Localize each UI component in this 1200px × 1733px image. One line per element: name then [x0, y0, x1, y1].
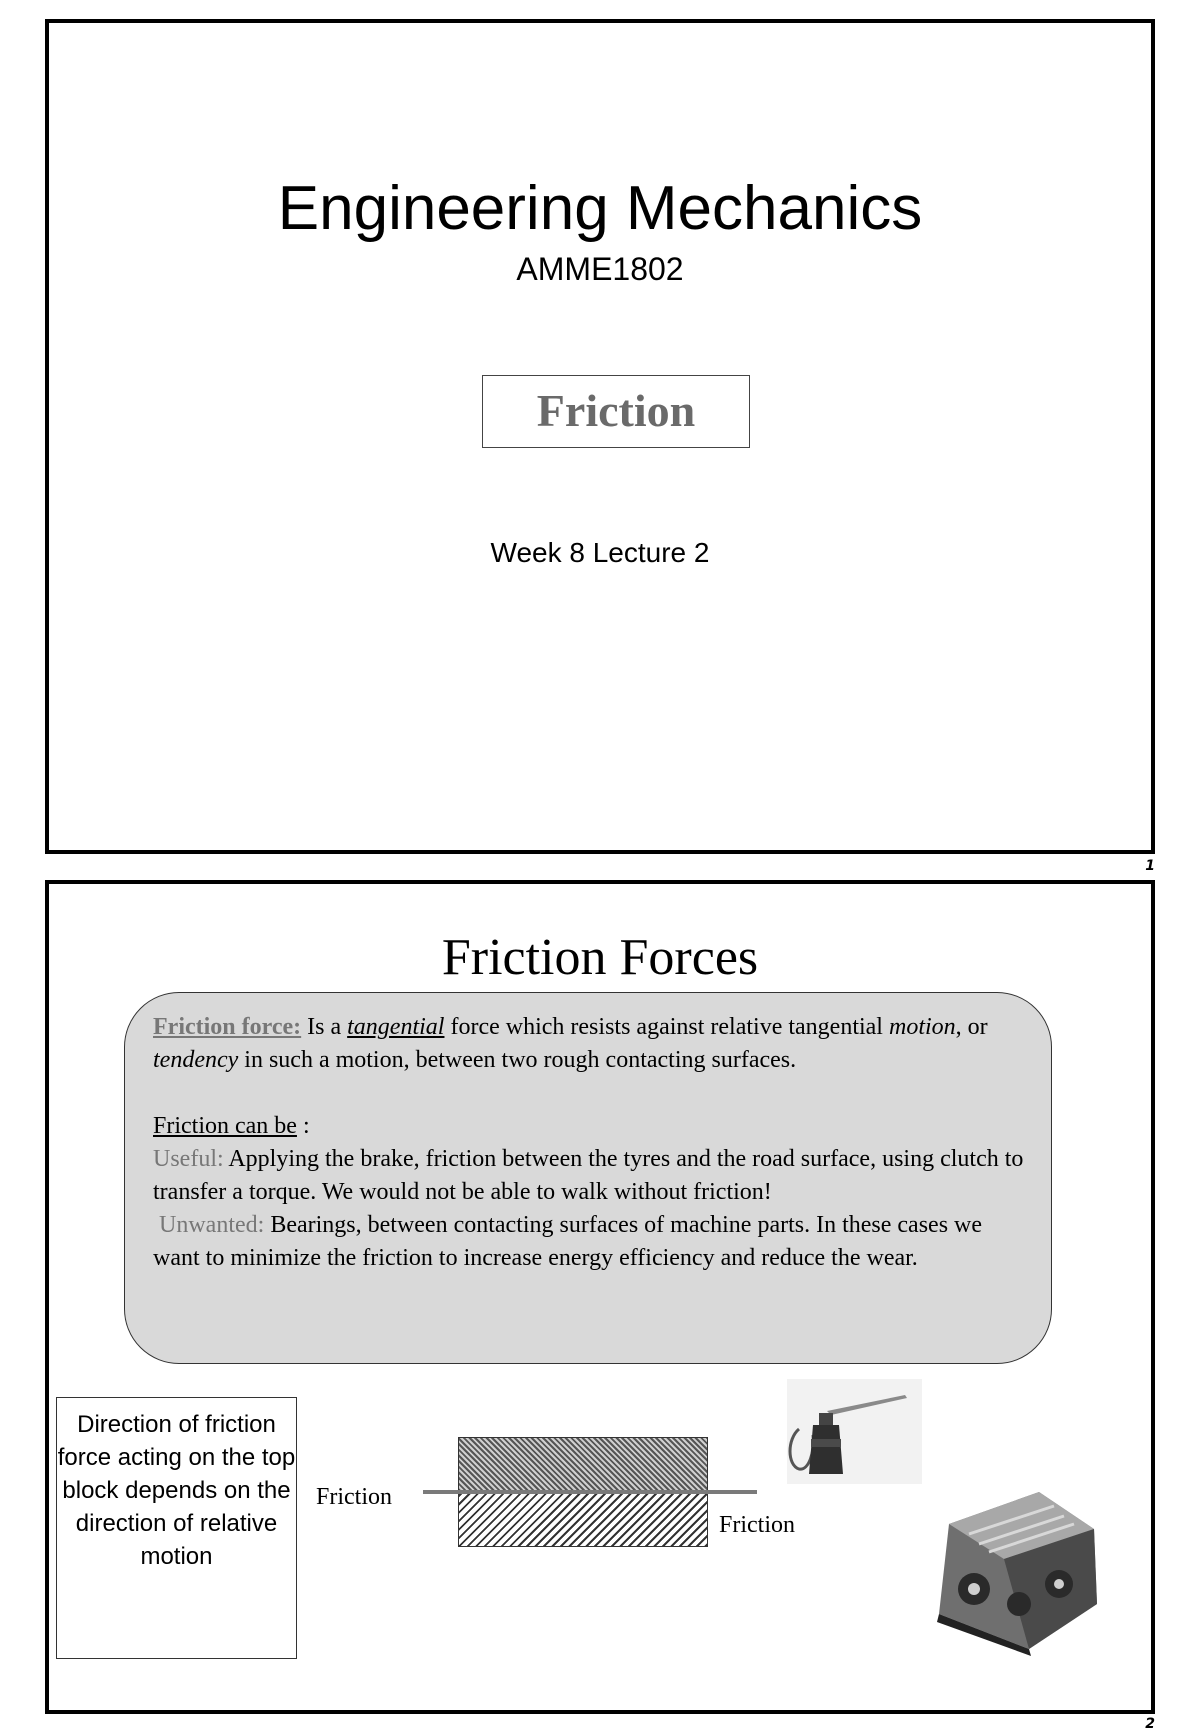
page-number: 2	[1145, 1716, 1155, 1732]
definition-text: Is a	[301, 1014, 348, 1040]
definition-term: Friction force:	[153, 1014, 302, 1040]
unwanted-text: Bearings, between contacting surfaces of machine parts. In these cases we want to minimize the friction to increase energy efficiency and reduce the wear.	[153, 1212, 983, 1271]
useful-paragraph	[153, 1143, 1025, 1209]
unwanted-paragraph	[153, 1209, 1025, 1275]
definition-text: in such a motion, between two rough contacting surfaces.	[238, 1047, 797, 1073]
oil-can-icon	[787, 1379, 922, 1484]
definition-tendency: tendency	[153, 1047, 239, 1073]
topic-box	[482, 375, 750, 448]
unwanted-label: Unwanted:	[159, 1212, 265, 1238]
engine-icon	[919, 1474, 1109, 1659]
lecture-label: Week 8 Lecture 2	[490, 537, 710, 568]
can-be-heading	[153, 1110, 1025, 1143]
slide-1	[45, 19, 1155, 854]
definition-motion: motion	[888, 1014, 956, 1040]
can-be-heading-suffix: :	[296, 1113, 310, 1139]
slide-title: Engineering Mechanics	[277, 174, 923, 243]
page-number: 1	[1145, 858, 1155, 874]
friction-label-right: Friction	[719, 1512, 795, 1538]
useful-text: Applying the brake, friction between the tyres and the road surface, using clutch to transfer a torque. We would not be able to walk without friction!	[153, 1146, 1024, 1205]
definition-paragraph	[153, 1011, 1025, 1077]
course-code: AMME1802	[516, 251, 684, 287]
friction-force-line	[423, 1490, 757, 1494]
definition-text: force which resists against relative tangential	[444, 1014, 889, 1040]
top-block	[458, 1437, 708, 1492]
definition-box	[124, 992, 1052, 1364]
friction-label-left: Friction	[316, 1484, 392, 1510]
friction-block-diagram	[289, 1429, 849, 1559]
slide-title: Friction Forces	[441, 929, 759, 986]
direction-note-box	[56, 1397, 297, 1659]
definition-tangential: tangential	[347, 1014, 445, 1040]
bottom-block	[458, 1492, 708, 1547]
can-be-heading-text: Friction can be	[153, 1113, 297, 1139]
direction-note: Direction of friction force acting on the top block depends on the direction of relative motion	[57, 1411, 296, 1570]
topic-label: Friction	[536, 385, 696, 436]
useful-label: Useful:	[153, 1146, 224, 1172]
definition-text: , or	[955, 1014, 988, 1040]
slide-2	[45, 880, 1155, 1714]
